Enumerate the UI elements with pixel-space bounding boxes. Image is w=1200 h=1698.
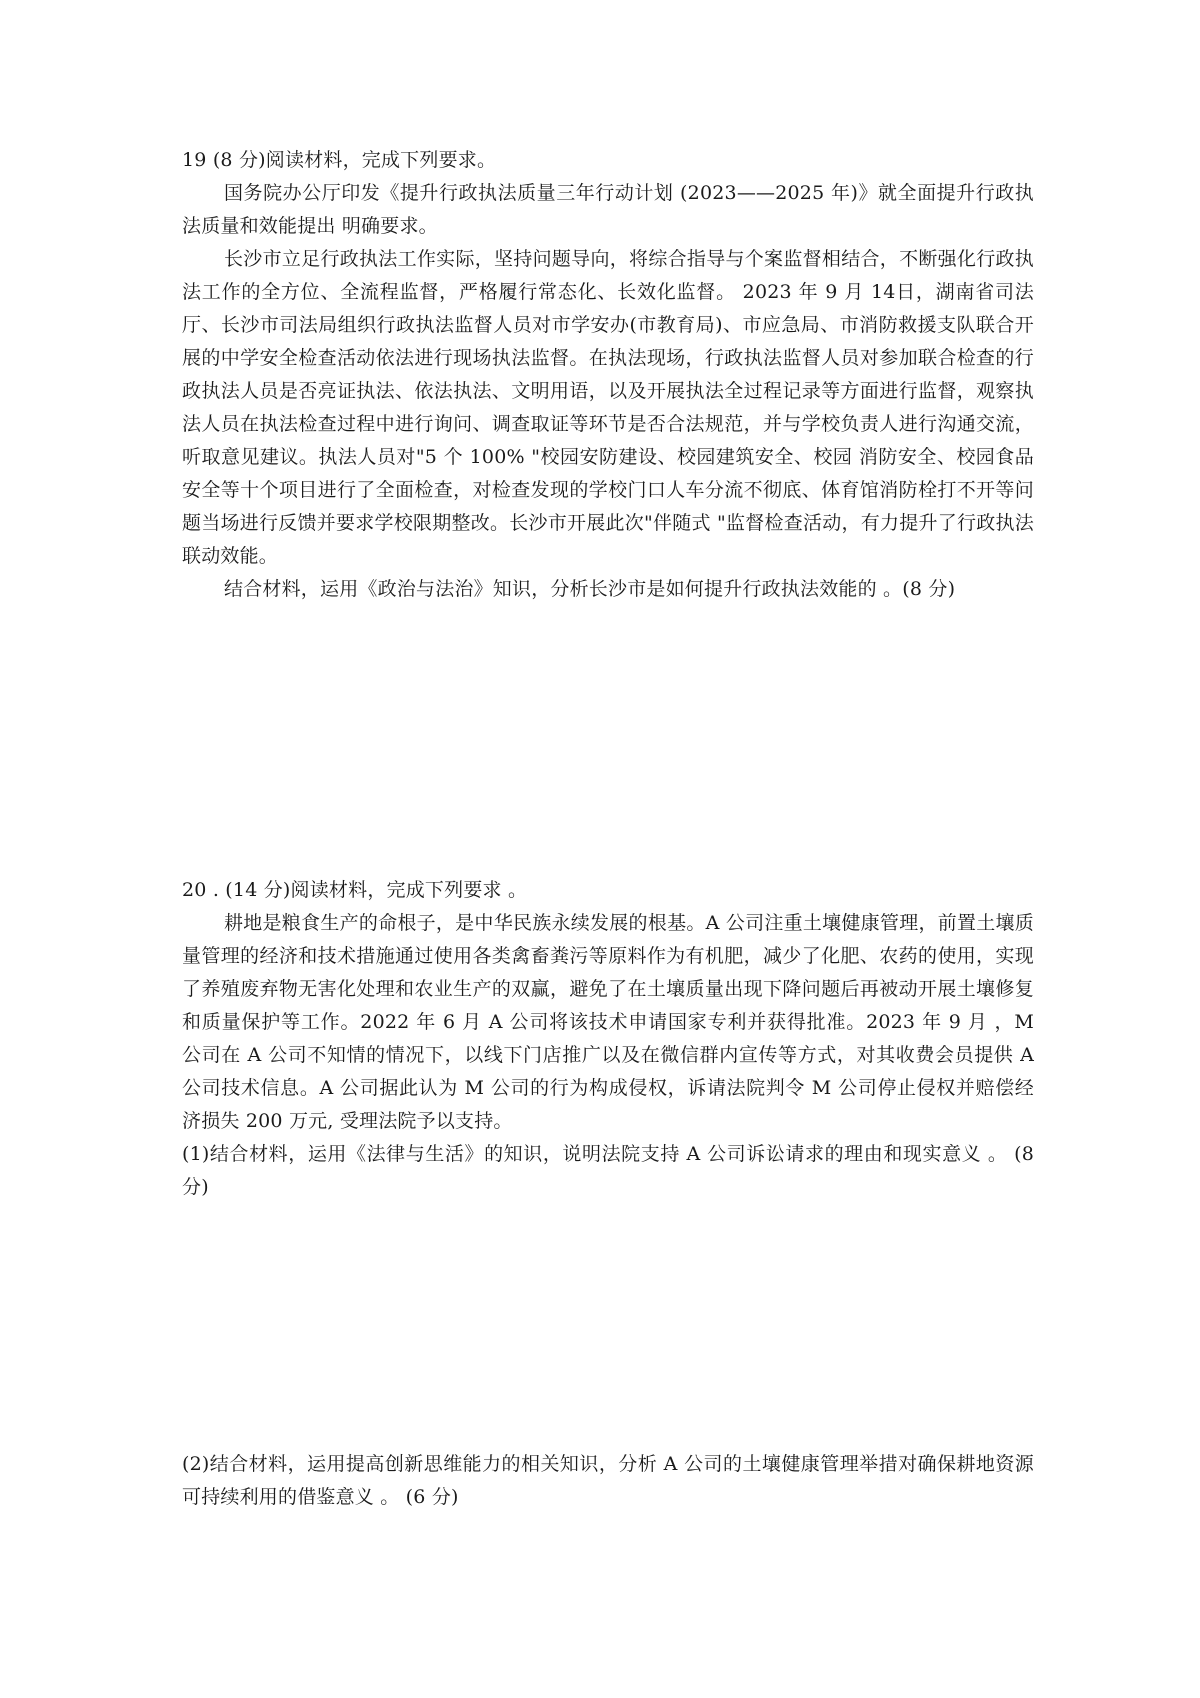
question-20-sub-2: (2)结合材料，运用提高创新思维能力的相关知识，分析 A 公司的土壤健康管理举措对确保耕地资源可持续利用的借鉴意义 。 (6 分) [182, 1453, 1034, 1508]
question-19-paragraph-2: 长沙市立足行政执法工作实际，坚持问题导向，将综合指导与个案监督相结合，不断强化行政执法工作的全方位、全流程监督，严格履行常态化、长效化监督。 2023 年 9 月 14日，湖南省司法厅、长沙市司法局组织行政执法监督人员对市学安办(市教育局)、市应急局、市消防救援支队联合开展的中学安全检查活动依法进行现场执法监督。在执法现场，行政执法监督人员对参加联合检查的行政执法人员是否亮证执法、依法执法、文明用语，以及开展执法全过程记录等方面进行监督，观察执法人员在执法检查过程中进行询问、调查取证等环节是否合法规范，并与学校负责人进行沟通交流，听取意见建议。执法人员对"5 个 100% "校园安防建设、校园建筑安全、校园 消防安全、校园食品安全等十个项目进行了全面检查，对检查发现的学校门口人车分流不彻底、体育馆消防栓打不开等问题当场进行反馈并要求学校限期整改。长沙市开展此次"伴随式 "监督检查活动，有力提升了行政执法联动效能。 [182, 248, 1034, 567]
question-20-part-2 [182, 1448, 1034, 1514]
question-20-paragraph-1: 耕地是粮食生产的命根子，是中华民族永续发展的根基。A 公司注重土壤健康管理，前置土壤质量管理的经济和技术措施通过使用各类禽畜粪污等原料作为有机肥，减少了化肥、农药的使用，实现了养殖废弃物无害化处理和农业生产的双赢，避免了在土壤质量出现下降问题后再被动开展土壤修复和质量保护等工作。2022 年 6 月 A 公司将该技术申请国家专利并获得批准。2023 年 9 月 ，M 公司在 A 公司不知情的情况下，以线下门店推广以及在微信群内宣传等方式，对其收费会员提供 A 公司技术信息。A 公司据此认为 M 公司的行为构成侵权，诉请法院判令 M 公司停止侵权并赔偿经济损失 200 万元, 受理法院予以支持。 [182, 912, 1034, 1132]
question-20 [182, 874, 1034, 1204]
question-20-heading: 20 . (14 分)阅读材料，完成下列要求 。 [182, 879, 528, 901]
question-20-sub-1: (1)结合材料，运用《法律与生活》的知识，说明法院支持 A 公司诉讼请求的理由和现实意义 。 (8 分) [182, 1143, 1034, 1198]
question-19-prompt: 结合材料，运用《政治与法治》知识，分析长沙市是如何提升行政执法效能的 。(8 分) [224, 578, 956, 600]
question-19-paragraph-1: 国务院办公厅印发《提升行政执法质量三年行动计划 (2023——2025 年)》就全面提升行政执法质量和效能提出 明确要求。 [182, 182, 1034, 237]
question-19-heading: 19 (8 分)阅读材料，完成下列要求。 [182, 149, 497, 171]
question-19 [182, 144, 1034, 606]
